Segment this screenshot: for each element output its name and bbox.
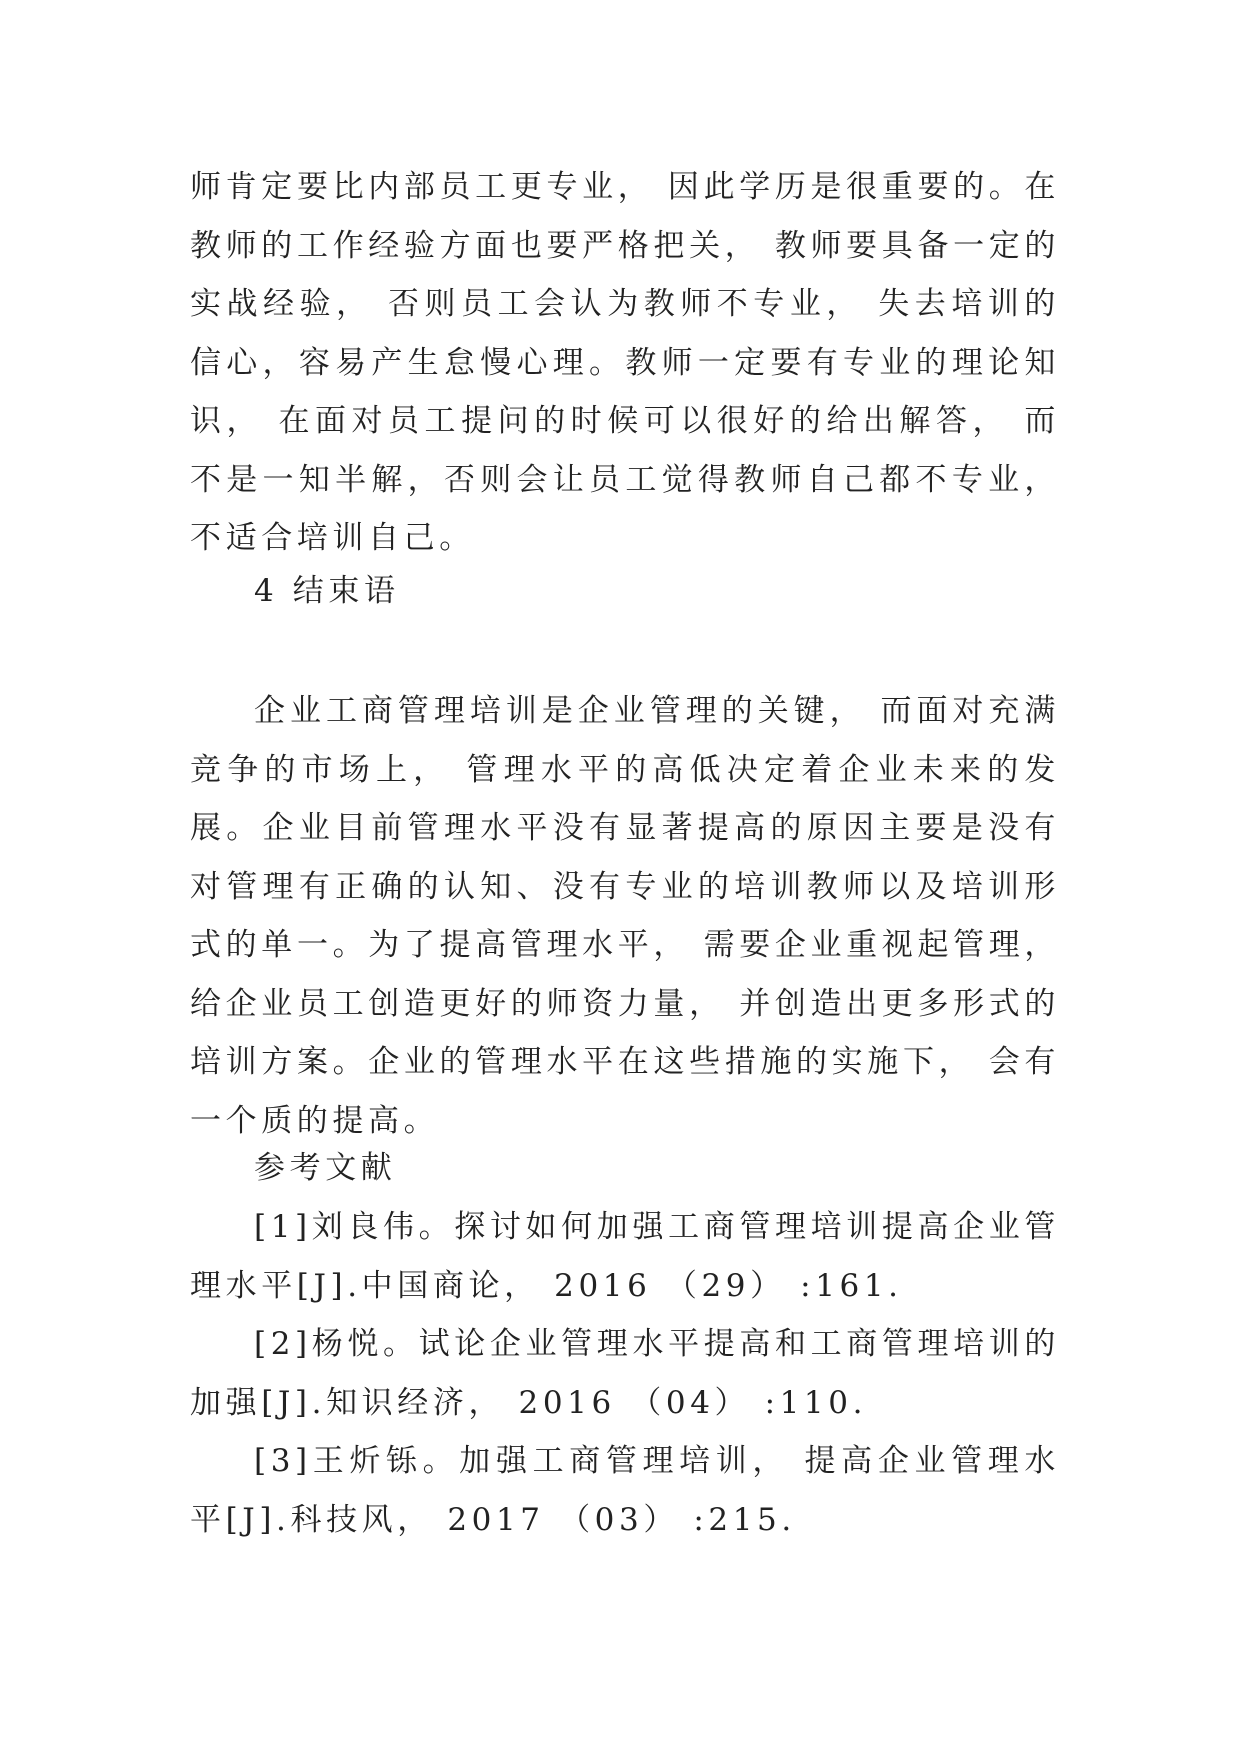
paragraph-conclusion: 企业工商管理培训是企业管理的关键， 而面对充满竞争的市场上， 管理水平的高低决定着企业未来的发展。企业目前管理水平没有显著提高的原因主要是没有对管理有正确的认知、没有专业的培训教师以及培训形式的单一。为了提高管理水平， 需要企业重视起管理， 给企业员工创造更好的师资力量， 并创造出更多形式的培训方案。企业的管理水平在这些措施的实施下， 会有一个质的提高。 [190,693,1060,1139]
references-list [190,1198,1060,1549]
paragraph-top: 师肯定要比内部员工更专业， 因此学历是很重要的。在教师的工作经验方面也要严格把关， 教师要具备一定的实战经验， 否则员工会认为教师不专业， 失去培训的信心，容易产生怠慢心理。教师一定要有专业的理论知识， 在面对员工提问的时候可以很好的给出解答， 而不是一知半解，否则会让员工觉得教师自己都不专业， 不适合培训自己。 [190,169,1060,556]
section-heading: 4 结束语 [254,573,400,609]
reference-item: [2]杨悦。试论企业管理水平提高和工商管理培训的加强[J].知识经济， 2016 （04） :110. [190,1326,1060,1421]
reference-item: [1]刘良伟。探讨如何加强工商管理培训提高企业管理水平[J].中国商论， 2016 （29） :161. [190,1209,1060,1304]
references-title: 参考文献 [254,1150,397,1186]
reference-item: [3]王炘铄。加强工商管理培训， 提高企业管理水平[J].科技风， 2017 （03） :215. [190,1443,1060,1538]
